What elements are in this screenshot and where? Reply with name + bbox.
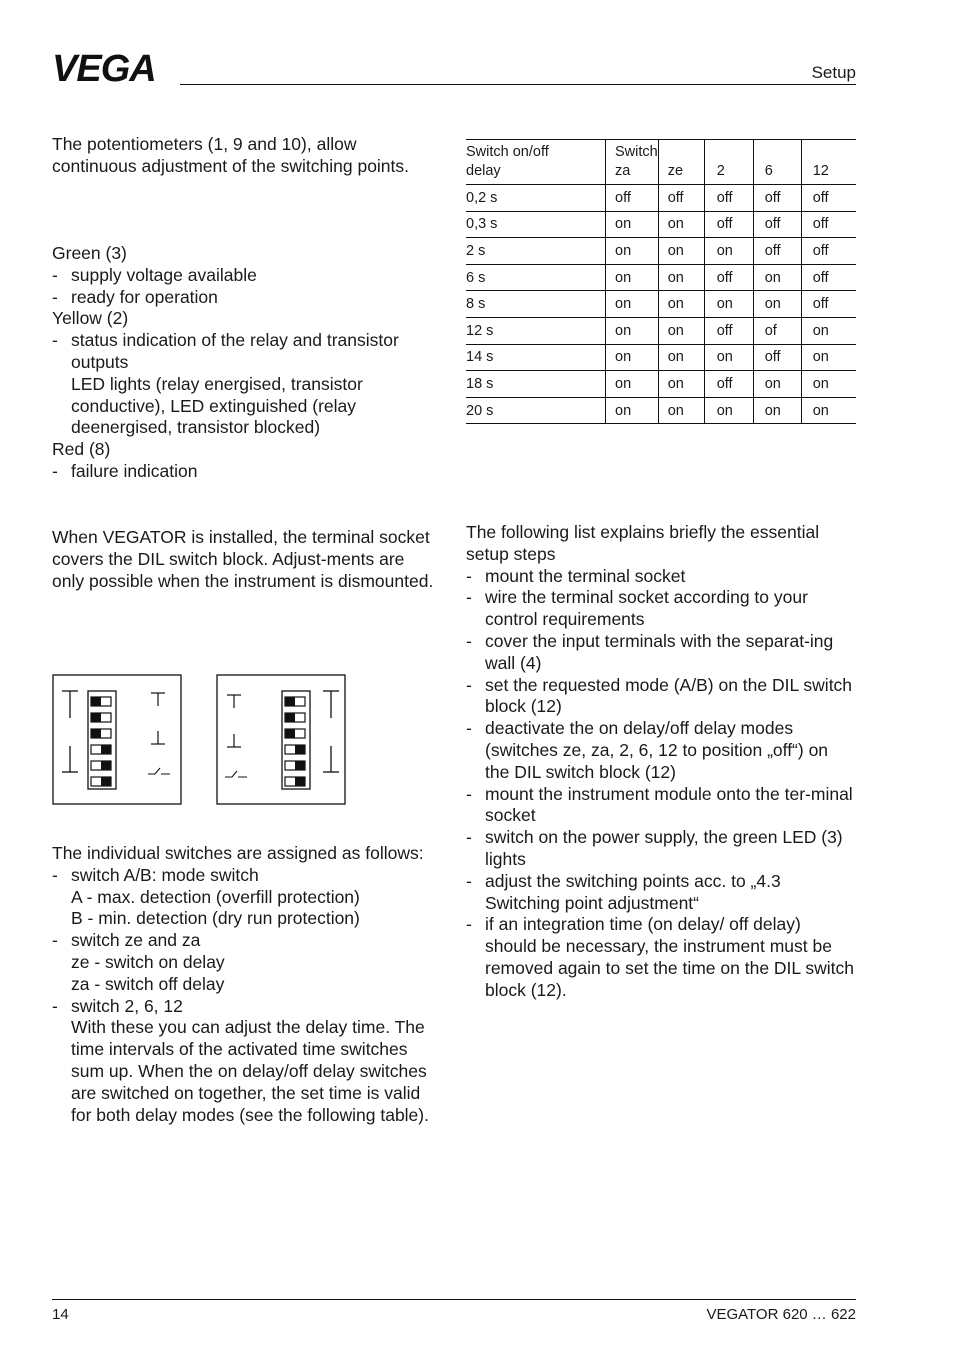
installed-text: When VEGATOR is installed, the terminal socket covers the DIL switch block. Adjust-ments are only possible when the instrument is dismounted. <box>52 527 434 591</box>
table-cell-switch: on <box>606 211 659 238</box>
list-item: - mount the instrument module onto the ter-minal socket <box>466 783 853 826</box>
header-rule <box>180 84 856 85</box>
table-cell-switch: off <box>704 264 753 291</box>
dil-switch-knob <box>285 697 295 706</box>
table-header-6: 6 <box>753 139 801 185</box>
table-header-delay: Switch on/off delay <box>466 144 549 179</box>
table-cell-switch: on <box>606 238 659 265</box>
table-cell-switch: of <box>753 317 801 344</box>
table-cell-switch: on <box>658 291 704 318</box>
footer-rule <box>52 1299 856 1300</box>
table-row <box>466 185 856 212</box>
table-cell-delay: 2 s <box>466 238 606 265</box>
setup-steps-list <box>466 566 856 1002</box>
setup-intro: The following list explains briefly the essential setup steps <box>466 522 820 564</box>
table-cell-switch: off <box>606 185 659 212</box>
table-cell-switch: on <box>658 211 704 238</box>
delay-table <box>466 139 856 424</box>
table-cell-switch: on <box>658 317 704 344</box>
dil-switch-knob <box>101 777 111 786</box>
table-cell-switch: off <box>801 264 856 291</box>
red-led-label: Red (8) <box>52 439 111 460</box>
dil-switch-knob <box>101 745 111 754</box>
switch-ze: ze - switch on delay <box>71 951 225 972</box>
table-cell-switch: off <box>753 238 801 265</box>
table-cell-delay: 0,2 s <box>466 185 606 212</box>
list-item: - switch A/B: mode switch <box>52 864 259 885</box>
dil-switch-knob <box>285 729 295 738</box>
table-cell-switch: on <box>606 371 659 398</box>
table-cell-switch: on <box>753 371 801 398</box>
dil-switch-block-right <box>217 675 345 804</box>
potentiometer-paragraph <box>52 134 437 178</box>
table-cell-switch: off <box>801 291 856 318</box>
green-led-label: Green (3) <box>52 243 127 263</box>
list-item: - ready for operation <box>52 286 218 307</box>
table-row <box>466 317 856 344</box>
switch-ab-b: B - min. detection (dry run protection) <box>71 908 360 929</box>
table-cell-switch: on <box>801 344 856 371</box>
table-cell-switch: on <box>801 397 856 424</box>
assignment-intro: The individual switches are assigned as follows: <box>52 843 424 863</box>
dil-switch-knob <box>295 745 305 754</box>
page-number: 14 <box>52 1306 69 1323</box>
led-indication-block <box>52 243 437 483</box>
table-cell-switch: on <box>753 397 801 424</box>
table-row <box>466 397 856 424</box>
product-name: VEGATOR 620 … 622 <box>706 1306 856 1323</box>
table-header-za: Switch za <box>606 139 659 185</box>
switch-assignment-block <box>52 843 437 1126</box>
table-cell-switch: on <box>801 317 856 344</box>
section-title: Setup <box>811 63 856 82</box>
table-header-2: 2 <box>704 139 753 185</box>
list-item: - mount the terminal socket <box>466 565 686 586</box>
dil-switch-knob <box>295 777 305 786</box>
table-cell-delay: 20 s <box>466 397 606 424</box>
list-item: - set the requested mode (A/B) on the DIL switch block (12) <box>466 674 853 717</box>
list-item: - supply voltage available <box>52 264 257 285</box>
table-cell-switch: on <box>801 371 856 398</box>
table-cell-delay: 0,3 s <box>466 211 606 238</box>
yellow-led-detail: LED lights (relay energised, transistor conductive), LED extinguished (relay deenergised, transistor blocked) <box>71 373 363 438</box>
table-cell-switch: on <box>606 264 659 291</box>
table-cell-switch: on <box>753 264 801 291</box>
list-item: - wire the terminal socket according to your control requirements <box>466 587 808 630</box>
switch-2612-detail: With these you can adjust the delay time. The time intervals of the activated time switches sum up. When the on delay/off delay switches are switched on together, the set time is valid for both delay modes (see the following table). <box>71 1017 429 1125</box>
vega-logo: VEGA <box>52 48 156 90</box>
table-cell-delay: 14 s <box>466 344 606 371</box>
list-item: - cover the input terminals with the separat-ing wall (4) <box>466 630 834 673</box>
list-item: - adjust the switching points acc. to „4.3 Switching point adjustment“ <box>466 870 781 913</box>
table-row <box>466 211 856 238</box>
table-cell-switch: on <box>704 238 753 265</box>
list-item: - switch on the power supply, the green LED (3) lights <box>466 827 843 869</box>
table-row <box>466 264 856 291</box>
table-cell-delay: 6 s <box>466 264 606 291</box>
table-cell-switch: off <box>704 371 753 398</box>
list-item: - status indication of the relay and transistor outputs <box>52 330 399 372</box>
list-item: - deactivate the on delay/off delay modes (switches ze, za, 2, 6, 12 to position „off“) on the DIL switch block (12) <box>466 718 829 782</box>
table-cell-switch: on <box>658 397 704 424</box>
table-cell-switch: off <box>801 238 856 265</box>
table-cell-switch: on <box>606 344 659 371</box>
table-cell-switch: on <box>658 344 704 371</box>
switch-ab-a: A - max. detection (overfill protection) <box>71 886 360 907</box>
table-row <box>466 238 856 265</box>
list-item: - if an integration time (on delay/ off delay) should be necessary, the instrument must be removed again to set the time on the DIL switch block (12). <box>466 914 854 1000</box>
table-cell-switch: on <box>606 317 659 344</box>
dil-switch-knob <box>91 697 101 706</box>
table-cell-delay: 8 s <box>466 291 606 318</box>
dil-switch-knob <box>295 761 305 770</box>
table-cell-switch: on <box>704 291 753 318</box>
table-cell-switch: off <box>704 185 753 212</box>
table-row <box>466 371 856 398</box>
table-cell-switch: on <box>704 397 753 424</box>
table-cell-switch: on <box>606 291 659 318</box>
dil-switch-knob <box>91 713 101 722</box>
table-cell-delay: 18 s <box>466 371 606 398</box>
table-cell-switch: on <box>658 371 704 398</box>
list-item: - failure indication <box>52 460 198 481</box>
yellow-led-label: Yellow (2) <box>52 308 129 329</box>
table-cell-switch: off <box>704 211 753 238</box>
installed-paragraph <box>52 527 437 592</box>
dil-switch-block-left <box>53 675 181 804</box>
list-item: - switch ze and za <box>52 930 201 951</box>
table-cell-switch: off <box>753 344 801 371</box>
potentiometer-text: The potentiometers (1, 9 and 10), allow continuous adjustment of the switching points. <box>52 134 410 176</box>
table-row <box>466 344 856 371</box>
table-cell-switch: off <box>704 317 753 344</box>
switch-za: za - switch off delay <box>71 973 225 994</box>
table-header-row <box>466 139 856 185</box>
table-cell-switch: on <box>658 264 704 291</box>
dil-switch-knob <box>91 729 101 738</box>
table-cell-switch: on <box>704 344 753 371</box>
table-row <box>466 291 856 318</box>
table-cell-switch: off <box>658 185 704 212</box>
table-cell-switch: off <box>753 185 801 212</box>
table-header-ze: ze <box>658 139 704 185</box>
table-cell-switch: on <box>658 238 704 265</box>
dil-switch-diagram <box>52 674 348 808</box>
setup-steps-block <box>466 522 856 1002</box>
table-cell-delay: 12 s <box>466 317 606 344</box>
table-cell-switch: on <box>606 397 659 424</box>
dil-switch-knob <box>285 713 295 722</box>
table-cell-switch: off <box>801 211 856 238</box>
table-header-12: 12 <box>801 139 856 185</box>
table-cell-switch: on <box>753 291 801 318</box>
table-cell-switch: off <box>753 211 801 238</box>
dil-switch-knob <box>101 761 111 770</box>
table-cell-switch: off <box>801 185 856 212</box>
list-item: - switch 2, 6, 12 <box>52 995 183 1016</box>
